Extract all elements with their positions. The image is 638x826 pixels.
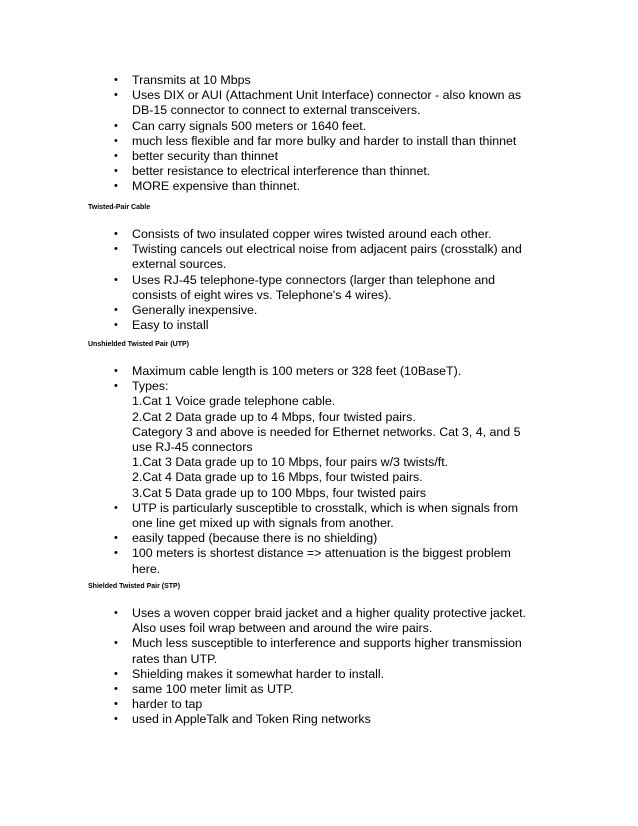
list-item-text: Maximum cable length is 100 meters or 328 feet (10BaseT). [132, 364, 462, 378]
bullet-icon: • [114, 228, 118, 240]
list-item-text: Uses DIX or AUI (Attachment Unit Interface) connector - also known as [132, 88, 522, 103]
list-item-text: harder to tap [132, 697, 203, 712]
heading-stp: Shielded Twisted Pair (STP) [88, 583, 181, 590]
list-item-text: DB-15 connector to connect to external transceivers. [132, 103, 421, 118]
list-item-text: 3.Cat 5 Data grade up to 100 Mbps, four twisted pairs [132, 485, 427, 500]
list-item [0, 73, 532, 88]
list-item [0, 606, 532, 636]
bullet-list-intro [0, 73, 638, 195]
list-item [0, 134, 532, 149]
bullet-icon: • [114, 683, 118, 696]
bullet-icon: • [114, 365, 118, 377]
list-item-text: here. [132, 561, 161, 576]
bullet-icon: • [114, 74, 118, 86]
list-item-text: same 100 meter limit as UTP. [132, 682, 294, 697]
bullet-list-twisted-pair [0, 227, 638, 333]
bullet-icon: • [114, 273, 118, 286]
list-item-text: Easy to install [132, 318, 209, 333]
bullet-icon: • [114, 532, 118, 545]
list-item [0, 303, 532, 318]
bullet-icon: • [114, 319, 118, 332]
list-item [0, 667, 532, 682]
bullet-icon: • [114, 119, 118, 132]
bullet-icon: • [114, 698, 118, 711]
list-item-text: easily tapped (because there is no shielding) [132, 531, 378, 546]
list-item [0, 119, 532, 134]
list-item [0, 227, 532, 242]
heading-twisted-pair-cable: Twisted-Pair Cable [88, 204, 151, 211]
list-item [0, 682, 532, 697]
list-item-text: Can carry signals 500 meters or 1640 feet. [132, 118, 367, 133]
bullet-icon: • [114, 547, 118, 560]
list-item-text: Types: [132, 379, 169, 394]
bullet-icon: • [114, 243, 118, 256]
bullet-icon: • [114, 134, 118, 147]
list-item-text: 1.Cat 1 Voice grade telephone cable. [132, 394, 336, 409]
list-item [0, 501, 532, 531]
bullet-icon: • [114, 637, 118, 650]
bullet-icon: • [114, 150, 118, 163]
list-item-text: Also uses foil wrap between and around the wire pairs. [132, 621, 433, 636]
bullet-icon: • [114, 667, 118, 680]
list-item [0, 546, 532, 576]
list-item-text: Uses RJ-45 telephone-type connectors (larger than telephone and [132, 272, 495, 287]
list-item-text: Transmits at 10 Mbps [132, 73, 251, 87]
list-item-text: Consists of two insulated copper wires twisted around each other. [132, 227, 492, 241]
list-item [0, 242, 532, 272]
bullet-icon: • [114, 180, 118, 193]
list-item [0, 273, 532, 303]
bullet-icon: • [114, 165, 118, 178]
list-item-text: MORE expensive than thinnet. [132, 179, 301, 194]
list-item-text: 1.Cat 3 Data grade up to 10 Mbps, four pairs w/3 twists/ft. [132, 455, 449, 470]
list-item-text: UTP is particularly susceptible to crosstalk, which is when signals from [132, 500, 519, 515]
bullet-list-stp [0, 606, 638, 728]
list-item [0, 164, 532, 179]
list-item [0, 712, 532, 727]
list-item-text: one line get mixed up with signals from another. [132, 516, 394, 531]
bullet-icon: • [114, 380, 118, 393]
list-item [0, 697, 532, 712]
bullet-icon: • [114, 304, 118, 317]
list-item [0, 318, 532, 333]
list-item [0, 88, 532, 118]
heading-utp: Unshielded Twisted Pair (UTP) [88, 341, 189, 348]
bullet-icon: • [114, 89, 118, 102]
bullet-list-utp [0, 364, 638, 577]
list-item-text: Much less susceptible to interference and supports higher transmission [132, 636, 522, 651]
list-item [0, 636, 532, 666]
list-item-text: Twisting cancels out electrical noise from adjacent pairs (crosstalk) and [132, 242, 522, 257]
list-item-text: better security than thinnet [132, 149, 279, 164]
list-item-text: external sources. [132, 257, 227, 272]
list-item [0, 149, 532, 164]
list-item [0, 179, 532, 194]
list-item-text: consists of eight wires vs. Telephone's 4 wires). [132, 287, 392, 302]
bullet-icon: • [114, 607, 118, 619]
list-item-text: used in AppleTalk and Token Ring networks [132, 712, 371, 727]
list-item-text: Uses a woven copper braid jacket and a higher quality protective jacket. [132, 606, 526, 620]
list-item-text: better resistance to electrical interference than thinnet. [132, 164, 431, 179]
list-item-text: 2.Cat 2 Data grade up to 4 Mbps, four twisted pairs. [132, 409, 416, 424]
list-item-text: much less flexible and far more bulky and harder to install than thinnet [132, 133, 517, 148]
list-item-text: Shielding makes it somewhat harder to install. [132, 666, 385, 681]
list-item [0, 379, 532, 501]
list-item-text: 100 meters is shortest distance => attenuation is the biggest problem [132, 546, 511, 561]
list-item-text: use RJ-45 connectors [132, 440, 253, 455]
list-item-text: Generally inexpensive. [132, 303, 258, 318]
list-item-text: 2.Cat 4 Data grade up to 16 Mbps, four twisted pairs. [132, 470, 423, 485]
list-item-text: rates than UTP. [132, 651, 218, 666]
list-item [0, 364, 532, 379]
bullet-icon: • [114, 713, 118, 726]
list-item-text: Category 3 and above is needed for Ethernet networks. Cat 3, 4, and 5 [132, 424, 521, 439]
bullet-icon: • [114, 501, 118, 514]
list-item [0, 531, 532, 546]
